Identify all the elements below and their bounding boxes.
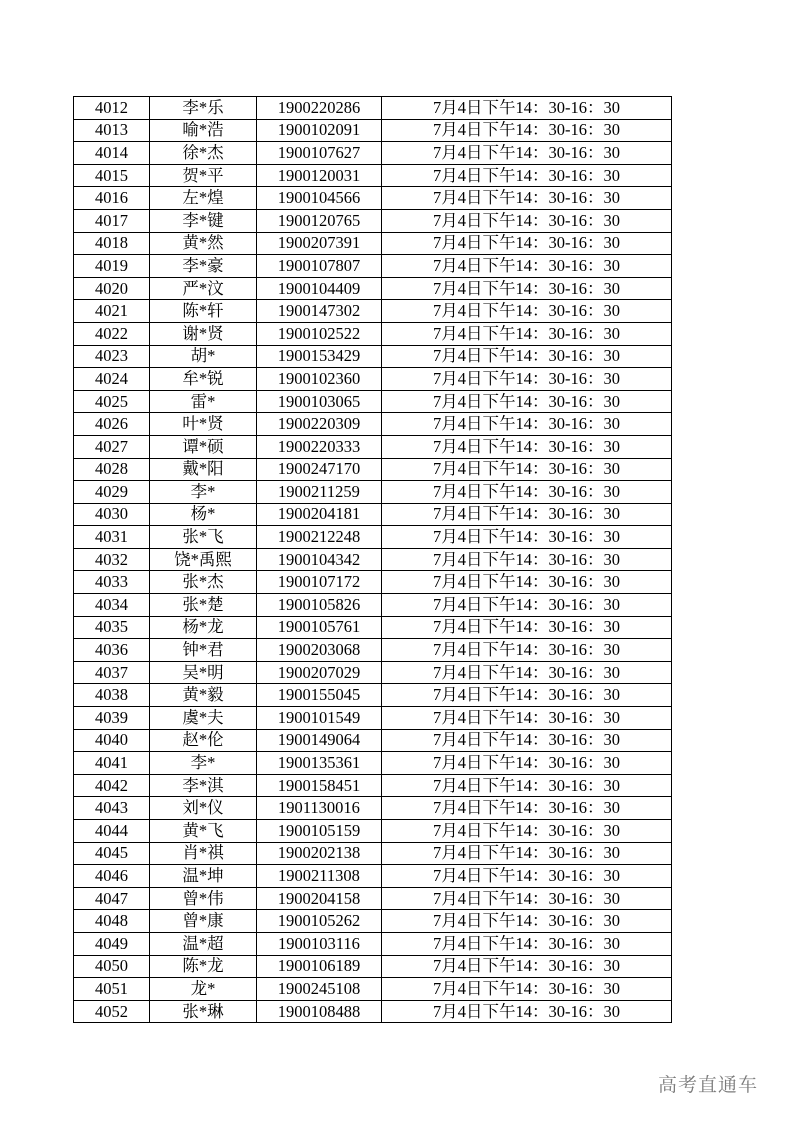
seat-number-cell: 4032 — [74, 548, 150, 571]
candidate-name-cell: 戴*阳 — [150, 458, 257, 481]
table-row — [74, 955, 672, 978]
exam-time-cell: 7月4日下午14：30-16：30 — [382, 548, 672, 571]
seat-number-cell: 4030 — [74, 503, 150, 526]
exam-time-cell: 7月4日下午14：30-16：30 — [382, 142, 672, 165]
seat-number-cell: 4052 — [74, 1000, 150, 1023]
table-row — [74, 661, 672, 684]
seat-number-cell: 4044 — [74, 820, 150, 843]
candidate-name-cell: 曾*康 — [150, 910, 257, 933]
candidate-name-cell: 李*淇 — [150, 774, 257, 797]
candidate-id-cell: 1900147302 — [257, 300, 382, 323]
candidate-id-cell: 1900105826 — [257, 594, 382, 617]
seat-number-cell: 4014 — [74, 142, 150, 165]
table-row — [74, 142, 672, 165]
candidate-id-cell: 1900211308 — [257, 865, 382, 888]
table-row — [74, 164, 672, 187]
candidate-id-cell: 1900108488 — [257, 1000, 382, 1023]
exam-time-cell: 7月4日下午14：30-16：30 — [382, 435, 672, 458]
table-row — [74, 797, 672, 820]
candidate-id-cell: 1900158451 — [257, 774, 382, 797]
table-row — [74, 97, 672, 120]
seat-number-cell: 4049 — [74, 932, 150, 955]
candidate-id-cell: 1900155045 — [257, 684, 382, 707]
seat-number-cell: 4022 — [74, 322, 150, 345]
candidate-name-cell: 陈*轩 — [150, 300, 257, 323]
seat-number-cell: 4046 — [74, 865, 150, 888]
exam-time-cell: 7月4日下午14：30-16：30 — [382, 345, 672, 368]
candidate-name-cell: 左*煌 — [150, 187, 257, 210]
candidate-id-cell: 1900107807 — [257, 255, 382, 278]
exam-time-cell: 7月4日下午14：30-16：30 — [382, 209, 672, 232]
seat-number-cell: 4029 — [74, 481, 150, 504]
candidate-name-cell: 龙* — [150, 978, 257, 1001]
candidate-id-cell: 1900106189 — [257, 955, 382, 978]
candidate-id-cell: 1900135361 — [257, 752, 382, 775]
exam-time-cell: 7月4日下午14：30-16：30 — [382, 255, 672, 278]
candidate-id-cell: 1900203068 — [257, 639, 382, 662]
exam-time-cell: 7月4日下午14：30-16：30 — [382, 932, 672, 955]
candidate-name-cell: 张*飞 — [150, 526, 257, 549]
candidate-name-cell: 张*楚 — [150, 594, 257, 617]
table-row — [74, 368, 672, 391]
exam-time-cell: 7月4日下午14：30-16：30 — [382, 707, 672, 730]
candidate-name-cell: 饶*禹熙 — [150, 548, 257, 571]
candidate-id-cell: 1900102091 — [257, 119, 382, 142]
table-row — [74, 616, 672, 639]
candidate-name-cell: 谢*贤 — [150, 322, 257, 345]
candidate-id-cell: 1900220286 — [257, 97, 382, 120]
candidate-id-cell: 1900104566 — [257, 187, 382, 210]
seat-number-cell: 4043 — [74, 797, 150, 820]
exam-time-cell: 7月4日下午14：30-16：30 — [382, 1000, 672, 1023]
candidate-name-cell: 喻*浩 — [150, 119, 257, 142]
seat-number-cell: 4018 — [74, 232, 150, 255]
candidate-name-cell: 李* — [150, 752, 257, 775]
table-row — [74, 571, 672, 594]
exam-time-cell: 7月4日下午14：30-16：30 — [382, 413, 672, 436]
seat-number-cell: 4050 — [74, 955, 150, 978]
seat-number-cell: 4051 — [74, 978, 150, 1001]
table-row — [74, 910, 672, 933]
candidate-name-cell: 吴*明 — [150, 661, 257, 684]
candidate-id-cell: 1900207391 — [257, 232, 382, 255]
exam-time-cell: 7月4日下午14：30-16：30 — [382, 119, 672, 142]
candidate-id-cell: 1900102522 — [257, 322, 382, 345]
exam-time-cell: 7月4日下午14：30-16：30 — [382, 458, 672, 481]
table-row — [74, 820, 672, 843]
candidate-name-cell: 刘*仪 — [150, 797, 257, 820]
exam-time-cell: 7月4日下午14：30-16：30 — [382, 164, 672, 187]
exam-time-cell: 7月4日下午14：30-16：30 — [382, 865, 672, 888]
table-row — [74, 345, 672, 368]
seat-number-cell: 4031 — [74, 526, 150, 549]
candidate-name-cell: 赵*伦 — [150, 729, 257, 752]
exam-time-cell: 7月4日下午14：30-16：30 — [382, 639, 672, 662]
exam-time-cell: 7月4日下午14：30-16：30 — [382, 616, 672, 639]
exam-time-cell: 7月4日下午14：30-16：30 — [382, 97, 672, 120]
candidate-id-cell: 1900101549 — [257, 707, 382, 730]
table-row — [74, 548, 672, 571]
seat-number-cell: 4013 — [74, 119, 150, 142]
candidate-name-cell: 李*乐 — [150, 97, 257, 120]
table-row — [74, 322, 672, 345]
candidate-name-cell: 钟*君 — [150, 639, 257, 662]
candidate-name-cell: 牟*锐 — [150, 368, 257, 391]
seat-number-cell: 4040 — [74, 729, 150, 752]
candidate-name-cell: 胡* — [150, 345, 257, 368]
table-row — [74, 209, 672, 232]
candidate-id-cell: 1900120765 — [257, 209, 382, 232]
candidate-name-cell: 雷* — [150, 390, 257, 413]
candidate-id-cell: 1900247170 — [257, 458, 382, 481]
seat-number-cell: 4037 — [74, 661, 150, 684]
candidate-name-cell: 曾*伟 — [150, 887, 257, 910]
candidate-name-cell: 张*琳 — [150, 1000, 257, 1023]
table-row — [74, 707, 672, 730]
exam-time-cell: 7月4日下午14：30-16：30 — [382, 910, 672, 933]
exam-time-cell: 7月4日下午14：30-16：30 — [382, 187, 672, 210]
seat-number-cell: 4027 — [74, 435, 150, 458]
exam-time-cell: 7月4日下午14：30-16：30 — [382, 842, 672, 865]
candidate-id-cell: 1900102360 — [257, 368, 382, 391]
table-row — [74, 255, 672, 278]
exam-time-cell: 7月4日下午14：30-16：30 — [382, 661, 672, 684]
exam-time-cell: 7月4日下午14：30-16：30 — [382, 481, 672, 504]
candidate-name-cell: 陈*龙 — [150, 955, 257, 978]
candidate-name-cell: 虞*夫 — [150, 707, 257, 730]
seat-number-cell: 4034 — [74, 594, 150, 617]
candidate-name-cell: 李*豪 — [150, 255, 257, 278]
candidate-id-cell: 1900104342 — [257, 548, 382, 571]
candidate-id-cell: 1901130016 — [257, 797, 382, 820]
candidate-name-cell: 贺*平 — [150, 164, 257, 187]
exam-time-cell: 7月4日下午14：30-16：30 — [382, 571, 672, 594]
exam-time-cell: 7月4日下午14：30-16：30 — [382, 752, 672, 775]
candidate-name-cell: 叶*贤 — [150, 413, 257, 436]
candidate-name-cell: 徐*杰 — [150, 142, 257, 165]
seat-number-cell: 4045 — [74, 842, 150, 865]
exam-time-cell: 7月4日下午14：30-16：30 — [382, 322, 672, 345]
exam-time-cell: 7月4日下午14：30-16：30 — [382, 820, 672, 843]
table-row — [74, 865, 672, 888]
seat-number-cell: 4026 — [74, 413, 150, 436]
seat-number-cell: 4025 — [74, 390, 150, 413]
table-row — [74, 232, 672, 255]
candidate-id-cell: 1900107172 — [257, 571, 382, 594]
table-row — [74, 119, 672, 142]
exam-time-cell: 7月4日下午14：30-16：30 — [382, 729, 672, 752]
seat-number-cell: 4035 — [74, 616, 150, 639]
candidate-id-cell: 1900107627 — [257, 142, 382, 165]
table-row — [74, 887, 672, 910]
candidate-name-cell: 肖*祺 — [150, 842, 257, 865]
seat-number-cell: 4041 — [74, 752, 150, 775]
candidate-name-cell: 李*键 — [150, 209, 257, 232]
candidate-id-cell: 1900105761 — [257, 616, 382, 639]
candidate-id-cell: 1900104409 — [257, 277, 382, 300]
watermark-text: 高考直通车 — [658, 1074, 759, 1096]
seat-number-cell: 4015 — [74, 164, 150, 187]
exam-time-cell: 7月4日下午14：30-16：30 — [382, 887, 672, 910]
exam-time-cell: 7月4日下午14：30-16：30 — [382, 594, 672, 617]
exam-time-cell: 7月4日下午14：30-16：30 — [382, 368, 672, 391]
table-row — [74, 458, 672, 481]
table-row — [74, 684, 672, 707]
seat-number-cell: 4024 — [74, 368, 150, 391]
seat-number-cell: 4036 — [74, 639, 150, 662]
seat-number-cell: 4042 — [74, 774, 150, 797]
table-row — [74, 481, 672, 504]
candidate-name-cell: 杨* — [150, 503, 257, 526]
candidate-id-cell: 1900149064 — [257, 729, 382, 752]
candidate-id-cell: 1900103065 — [257, 390, 382, 413]
candidate-id-cell: 1900120031 — [257, 164, 382, 187]
seat-number-cell: 4021 — [74, 300, 150, 323]
candidate-name-cell: 温*坤 — [150, 865, 257, 888]
table-row — [74, 978, 672, 1001]
exam-time-cell: 7月4日下午14：30-16：30 — [382, 955, 672, 978]
candidate-id-cell: 1900211259 — [257, 481, 382, 504]
candidate-name-cell: 谭*硕 — [150, 435, 257, 458]
candidate-id-cell: 1900220309 — [257, 413, 382, 436]
table-row — [74, 503, 672, 526]
seat-number-cell: 4017 — [74, 209, 150, 232]
candidate-name-cell: 黄*毅 — [150, 684, 257, 707]
table-row — [74, 594, 672, 617]
exam-time-cell: 7月4日下午14：30-16：30 — [382, 232, 672, 255]
candidate-name-cell: 杨*龙 — [150, 616, 257, 639]
candidate-name-cell: 黄*飞 — [150, 820, 257, 843]
table-row — [74, 932, 672, 955]
candidate-id-cell: 1900103116 — [257, 932, 382, 955]
exam-time-cell: 7月4日下午14：30-16：30 — [382, 774, 672, 797]
candidate-id-cell: 1900204181 — [257, 503, 382, 526]
candidate-id-cell: 1900220333 — [257, 435, 382, 458]
roster-body — [74, 97, 672, 1023]
table-row — [74, 639, 672, 662]
seat-number-cell: 4023 — [74, 345, 150, 368]
table-row — [74, 774, 672, 797]
seat-number-cell: 4047 — [74, 887, 150, 910]
candidate-id-cell: 1900202138 — [257, 842, 382, 865]
seat-number-cell: 4048 — [74, 910, 150, 933]
table-row — [74, 1000, 672, 1023]
table-row — [74, 435, 672, 458]
candidate-id-cell: 1900207029 — [257, 661, 382, 684]
roster-sheet — [73, 96, 672, 1023]
candidate-name-cell: 黄*然 — [150, 232, 257, 255]
table-row — [74, 187, 672, 210]
seat-number-cell: 4020 — [74, 277, 150, 300]
candidate-name-cell: 李* — [150, 481, 257, 504]
candidate-name-cell: 温*超 — [150, 932, 257, 955]
candidate-id-cell: 1900245108 — [257, 978, 382, 1001]
candidate-id-cell: 1900153429 — [257, 345, 382, 368]
table-row — [74, 413, 672, 436]
exam-time-cell: 7月4日下午14：30-16：30 — [382, 300, 672, 323]
seat-number-cell: 4028 — [74, 458, 150, 481]
table-row — [74, 300, 672, 323]
seat-number-cell: 4012 — [74, 97, 150, 120]
candidate-name-cell: 严*汶 — [150, 277, 257, 300]
exam-time-cell: 7月4日下午14：30-16：30 — [382, 978, 672, 1001]
candidate-id-cell: 1900105159 — [257, 820, 382, 843]
roster-table — [73, 96, 672, 1023]
seat-number-cell: 4019 — [74, 255, 150, 278]
table-row — [74, 752, 672, 775]
seat-number-cell: 4039 — [74, 707, 150, 730]
exam-time-cell: 7月4日下午14：30-16：30 — [382, 526, 672, 549]
candidate-name-cell: 张*杰 — [150, 571, 257, 594]
candidate-id-cell: 1900204158 — [257, 887, 382, 910]
table-row — [74, 729, 672, 752]
seat-number-cell: 4016 — [74, 187, 150, 210]
seat-number-cell: 4033 — [74, 571, 150, 594]
exam-time-cell: 7月4日下午14：30-16：30 — [382, 503, 672, 526]
table-row — [74, 842, 672, 865]
table-row — [74, 277, 672, 300]
exam-time-cell: 7月4日下午14：30-16：30 — [382, 277, 672, 300]
seat-number-cell: 4038 — [74, 684, 150, 707]
exam-time-cell: 7月4日下午14：30-16：30 — [382, 797, 672, 820]
exam-time-cell: 7月4日下午14：30-16：30 — [382, 684, 672, 707]
candidate-id-cell: 1900212248 — [257, 526, 382, 549]
table-row — [74, 526, 672, 549]
candidate-id-cell: 1900105262 — [257, 910, 382, 933]
exam-time-cell: 7月4日下午14：30-16：30 — [382, 390, 672, 413]
table-row — [74, 390, 672, 413]
